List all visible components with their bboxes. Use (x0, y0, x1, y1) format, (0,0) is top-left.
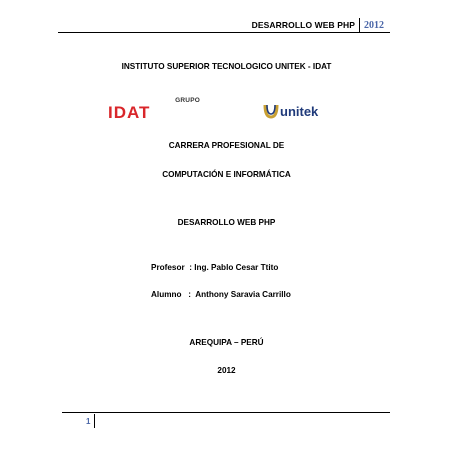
header-title: DESARROLLO WEB PHP (251, 20, 355, 30)
header-rule (58, 32, 390, 33)
document-year: 2012 (217, 366, 236, 375)
career-line-1: CARRERA PROFESIONAL DE (168, 141, 285, 150)
idat-wordmark: IDAT (108, 103, 151, 122)
location: AREQUIPA – PERÚ (189, 338, 264, 347)
idat-grupo-label: GRUPO (175, 97, 200, 104)
header-year: 2012 (364, 20, 384, 31)
student-line: Alumno : Anthony Saravia Carrillo (151, 290, 291, 299)
unitek-logo (263, 101, 347, 121)
career-line-2: COMPUTACIÓN E INFORMÁTICA (162, 170, 291, 179)
course-title: DESARROLLO WEB PHP (177, 218, 276, 227)
page-header (229, 16, 384, 32)
idat-logo (108, 97, 204, 123)
unitek-swoosh-icon (263, 102, 279, 120)
page-number: 1 (86, 417, 91, 426)
footer-separator (94, 414, 95, 428)
unitek-wordmark: unitek (280, 103, 319, 119)
institute-title: INSTITUTO SUPERIOR TECNOLOGICO UNITEK - IDAT (121, 62, 332, 71)
footer-rule (62, 412, 390, 413)
professor-line: Profesor : Ing. Pablo Cesar Ttito (151, 263, 279, 272)
